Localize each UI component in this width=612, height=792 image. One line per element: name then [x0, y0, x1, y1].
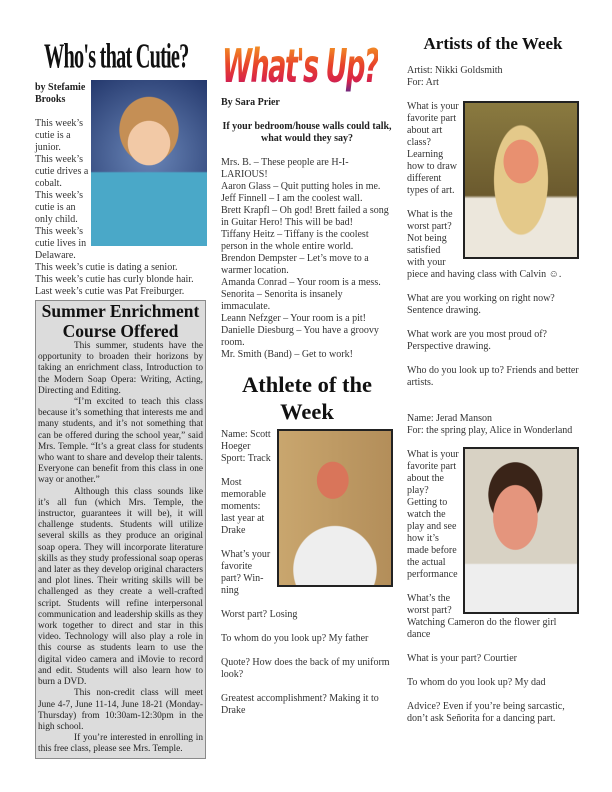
- artist2-qa: To whom do you look up? My dad: [407, 677, 546, 688]
- artists-title: Artists of the Week: [423, 34, 563, 53]
- answer-item: Leann Nefzger – Your room is a pit!: [221, 313, 366, 324]
- artist1-qa: What work are you most proud of? Perspective drawing.: [407, 329, 547, 352]
- athlete-qa: Worst part? Losing: [221, 609, 298, 620]
- artist2-qa: Advice? Even if you’re being sarcastic, don’t ask Señorita for a dancing part.: [407, 701, 565, 724]
- whats-up-question: If your bedroom/house walls could talk, what would they say?: [222, 121, 392, 144]
- cutie-line: This week’s cutie is dating a senior.: [35, 262, 178, 273]
- athlete-photo: [277, 429, 393, 587]
- summer-paragraph: Although this class sounds like it’s all fun (which Mrs. Temple, the instructor, guarantees it will be), it will challenge students. Students will utilize several skills as they produce an original soap opera. They will incorporate literature skills as they study professional soap operas and later as they develop original characters and plot lines. Their writing skills will be challenged as they create a well-crafted script. Students will refine interpersonal communication and leadership skills as they work together to direct and star in this video. Technology will also play a role in this course as students learn to use the digital video camera and iMovie to record and edit. Students will also learn how to burn a DVD.: [38, 486, 203, 688]
- artists-column: [407, 34, 579, 725]
- artist2-qa: What is your favorite part about the play? Getting to watch the play and see how it’s made before the actual performance: [407, 449, 459, 580]
- whats-up-title: What's Up?: [222, 40, 379, 94]
- answer-item: Jeff Finnell – I am the coolest wall.: [221, 193, 363, 204]
- artist1-qa: What is your favorite part about art class? Learning how to draw different types of art.: [407, 101, 459, 196]
- artist1-photo: [463, 101, 579, 259]
- cutie-line: This week’s cutie drives a cobalt.: [35, 154, 89, 189]
- answer-item: Mr. Smith (Band) – Get to work!: [221, 349, 353, 360]
- middle-column: [221, 97, 393, 717]
- summer-paragraph: If you’re interested in enrolling in this free class, please see Mrs. Temple.: [38, 733, 203, 755]
- summer-paragraph: This non-credit class will meet June 4-7, June 11-14, June 18-21 (Monday-Thursday) from 10:30am-12:30pm in the high school.: [38, 688, 203, 732]
- artist2-for: For: the spring play, Alice in Wonderland: [407, 425, 573, 436]
- athlete-article: [221, 429, 393, 717]
- cutie-line: This week’s cutie is an only child.: [35, 190, 84, 225]
- whats-up-answers: [221, 157, 393, 361]
- cutie-line: Last week’s cutie was Pat Freiburger.: [35, 286, 185, 297]
- summer-paragraph: “I’m excited to teach this class because it’s something that interests me and many students, and it’s not something that can be offered during the school year,” said Mrs. Temple. “It’s a great class for students who want to share and develop their talents. Everyone can benefit from this class in one way or another.”: [38, 397, 203, 486]
- artist2-qa: What is your part? Courtier: [407, 653, 517, 664]
- summer-paragraph: This summer, students have the opportunity to broaden their horizons by taking an enrichment class, Introduction to the Modern Soap Opera: Writing, Acting, Directing and Editing.: [38, 341, 203, 396]
- artist1-qa: What is the worst part? Not being satisfied with your piece and having class with Calvin ☺.: [407, 209, 562, 280]
- cutie-line: This week’s cutie is a junior.: [35, 118, 84, 153]
- athlete-qa: Quote? How does the back of my uniform look?: [221, 657, 390, 680]
- answer-item: Mrs. B. – These people are H-I-LARIOUS!: [221, 157, 349, 180]
- answer-item: Senorita – Senorita is insanely immaculate.: [221, 289, 343, 312]
- athlete-qa: What’s your favorite part? Win-ning: [221, 549, 271, 596]
- artist1-qa: What are you working on right now? Sentence drawing.: [407, 293, 555, 316]
- answer-item: Brett Krapfl – Oh god! Brett failed a song in Guitar Hero! This will be bad!: [221, 205, 389, 228]
- artist2-name: Name: Jerad Manson: [407, 413, 492, 424]
- artist1-qa: Who do you look up to? Friends and better artists.: [407, 365, 579, 388]
- whats-up-byline: By Sara Prier: [221, 97, 280, 108]
- athlete-qa: To whom do you look up? My father: [221, 633, 369, 644]
- athlete-sport: Sport: Track: [221, 453, 271, 464]
- athlete-qa: Greatest accomplishment? Making it to Drake: [221, 693, 379, 716]
- artist2-photo: [463, 447, 579, 614]
- artist2-qa: What’s the worst part? Watching Cameron do the flower girl dance: [407, 593, 557, 640]
- athlete-name: Name: Scott Hoeger: [221, 429, 271, 452]
- cutie-line: This week’s cutie has curly blonde hair.: [35, 274, 194, 285]
- artist1-name: Artist: Nikki Goldsmith: [407, 65, 503, 76]
- answer-item: Danielle Diesburg – You have a groovy room.: [221, 325, 379, 348]
- athlete-qa: Most memorable moments: last year at Drake: [221, 477, 266, 536]
- answer-item: Tiffany Heitz – Tiffany is the coolest person in the whole entire world.: [221, 229, 369, 252]
- athlete-title: Athlete of the Week: [242, 372, 372, 424]
- answer-item: Amanda Conrad – Your room is a mess.: [221, 277, 381, 288]
- cutie-byline: by Stefamie Brooks: [35, 82, 86, 105]
- answer-item: Aaron Glass – Quit putting holes in me.: [221, 181, 381, 192]
- cutie-title: Who's that Cutie?: [44, 36, 189, 76]
- cutie-article: [35, 80, 207, 298]
- cutie-line: This week’s cutie lives in Delaware.: [35, 226, 87, 261]
- answer-item: Brendon Dempster – Let’s move to a warmer location.: [221, 253, 369, 276]
- cutie-photo: [91, 80, 207, 246]
- summer-enrichment-article: [35, 300, 206, 759]
- artist1-for: For: Art: [407, 77, 439, 88]
- summer-title: Summer Enrichment Course Offered: [41, 301, 200, 341]
